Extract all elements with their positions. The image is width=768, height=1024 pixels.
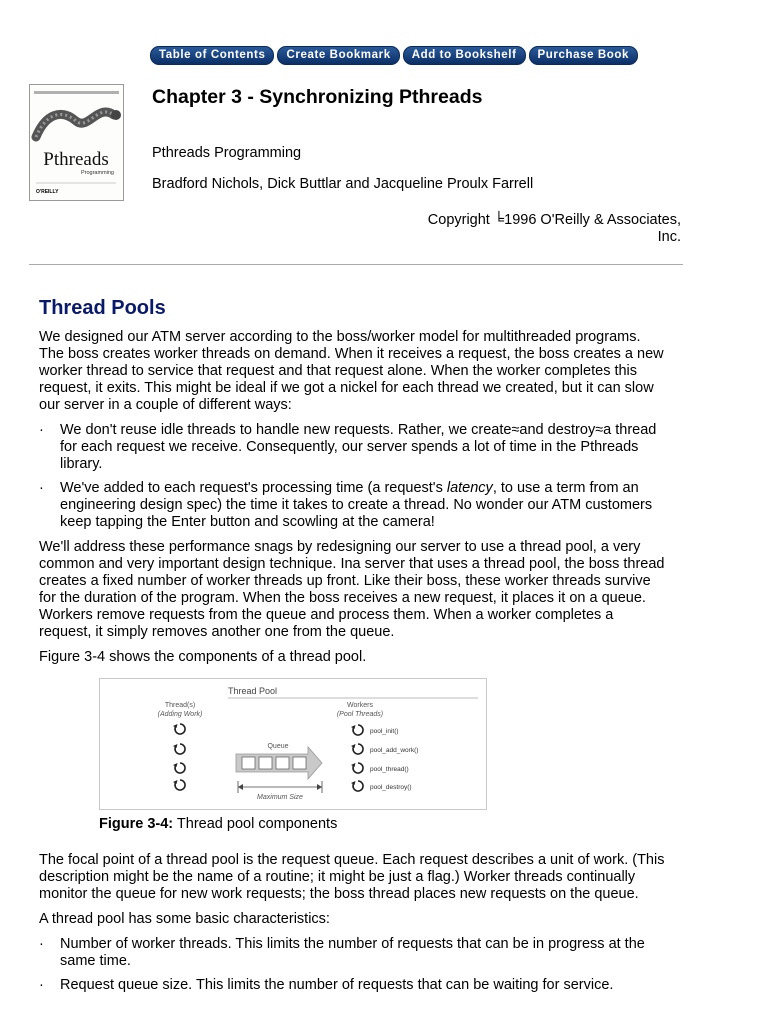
maximum-size-label: Maximum Size	[257, 794, 303, 801]
table-of-contents-button[interactable]: Table of Contents	[150, 46, 274, 65]
list-item	[39, 977, 669, 994]
list-item-text-end: , to use a term from an engineering design spec) the time it takes to create a thread. No wonder our ATM customers keep tapping the Enter button and scowling at the camera!	[60, 480, 653, 530]
characteristics-intro: A thread pool has some basic characteristics:	[39, 911, 330, 927]
latency-term: latency	[446, 480, 493, 496]
list-item	[39, 936, 669, 970]
list-item-text: We don't reuse idle threads to handle new requests. Rather, we create≈and destroy≈a thread for each request we receive. Consequently, our server spends a lot of time in the Pthreads library.	[60, 422, 657, 472]
figure-reference-paragraph: Figure 3-4 shows the components of a thread pool.	[39, 649, 367, 665]
purchase-book-button[interactable]: Purchase Book	[529, 46, 639, 65]
function-pool-init: pool_init()	[370, 728, 399, 735]
function-pool-destroy: pool_destroy()	[370, 784, 412, 791]
adding-work-label: (Adding Work)	[157, 711, 203, 718]
diagram-title: Thread Pool	[228, 686, 278, 696]
list-item-text: Number of worker threads. This limits the number of requests that can be in progress at the same time.	[60, 936, 645, 969]
bullet: ·	[39, 422, 44, 438]
function-pool-thread: pool_thread()	[370, 766, 409, 773]
bullet: ·	[39, 936, 44, 952]
list-item	[39, 422, 669, 473]
list-item-text-start: We've added to each request's processing time (a request's	[60, 480, 447, 496]
add-to-bookshelf-button[interactable]: Add to Bookshelf	[403, 46, 526, 65]
boss-thread-icons	[173, 724, 185, 790]
list-item	[39, 480, 669, 531]
bullet: ·	[39, 480, 44, 496]
thread-pool-figure	[99, 678, 487, 810]
list-item-text: Request queue size. This limits the number of requests that can be waiting for service.	[60, 977, 614, 993]
request-queue-paragraph: The focal point of a thread pool is the request queue. Each request describes a unit of work. (This description might be the name of a routine; it might be just a flag.) Worker threads continually monitor the queue for new work requests; the boss thread places new requests on the queue.	[39, 852, 665, 902]
figure-caption-label: Figure 3-4:	[99, 816, 174, 832]
copyright-line-2: Inc.	[657, 229, 681, 245]
copyright-line-1: Copyright ╘1996 O'Reilly & Associates,	[427, 212, 681, 228]
chapter-title: Chapter 3 - Synchronizing Pthreads	[152, 86, 483, 108]
function-pool-add-work: pool_add_work()	[370, 747, 419, 754]
characteristics-list	[39, 936, 669, 994]
section-heading: Thread Pools	[39, 297, 166, 319]
redesign-paragraph: We'll address these performance snags by redesigning our server to use a thread pool, a very common and very important design technique. Ina server that uses a thread pool, the boss thread creates a fixed number of worker threads up front. Like their boss, these worker threads survive for the duration of the program. When the boss receives a new request, it places it on a queue. Workers remove requests from the queue and process them. When a worker completes a request, it simply removes another one from the queue.	[39, 539, 665, 640]
figure-caption-text: Thread pool components	[176, 816, 338, 832]
drawbacks-list	[39, 422, 669, 531]
create-bookmark-button[interactable]: Create Bookmark	[277, 46, 399, 65]
worker-thread-icons	[351, 725, 363, 791]
threads-label: Thread(s)	[164, 702, 196, 709]
article-body	[39, 296, 669, 1002]
figure-caption	[99, 816, 669, 833]
book-title: Pthreads Programming	[152, 145, 302, 161]
authors: Bradford Nichols, Dick Buttlar and Jacqueline Proulx Farrell	[152, 176, 534, 192]
copyright	[361, 212, 681, 246]
queue-label: Queue	[267, 743, 289, 750]
divider	[29, 264, 683, 265]
workers-label: Workers	[347, 702, 373, 709]
cover-publisher: O'REILLY	[36, 189, 59, 195]
book-cover-image	[29, 84, 124, 201]
bullet: ·	[39, 977, 44, 993]
intro-paragraph: We designed our ATM server according to the boss/worker model for multithreaded programs. The boss creates worker threads on demand. When it receives a request, the boss creates a new worker thread to service that request and that request alone. When the worker completes this request, it exits. This might be ideal if we got a nickel for each thread we created, but it can slow our server in a couple of different ways:	[39, 329, 664, 413]
pool-threads-label: (Pool Threads)	[336, 711, 384, 718]
nav-bar	[150, 46, 638, 65]
cover-title: Pthreads	[43, 149, 109, 170]
cover-subtitle: Programming	[80, 170, 114, 176]
